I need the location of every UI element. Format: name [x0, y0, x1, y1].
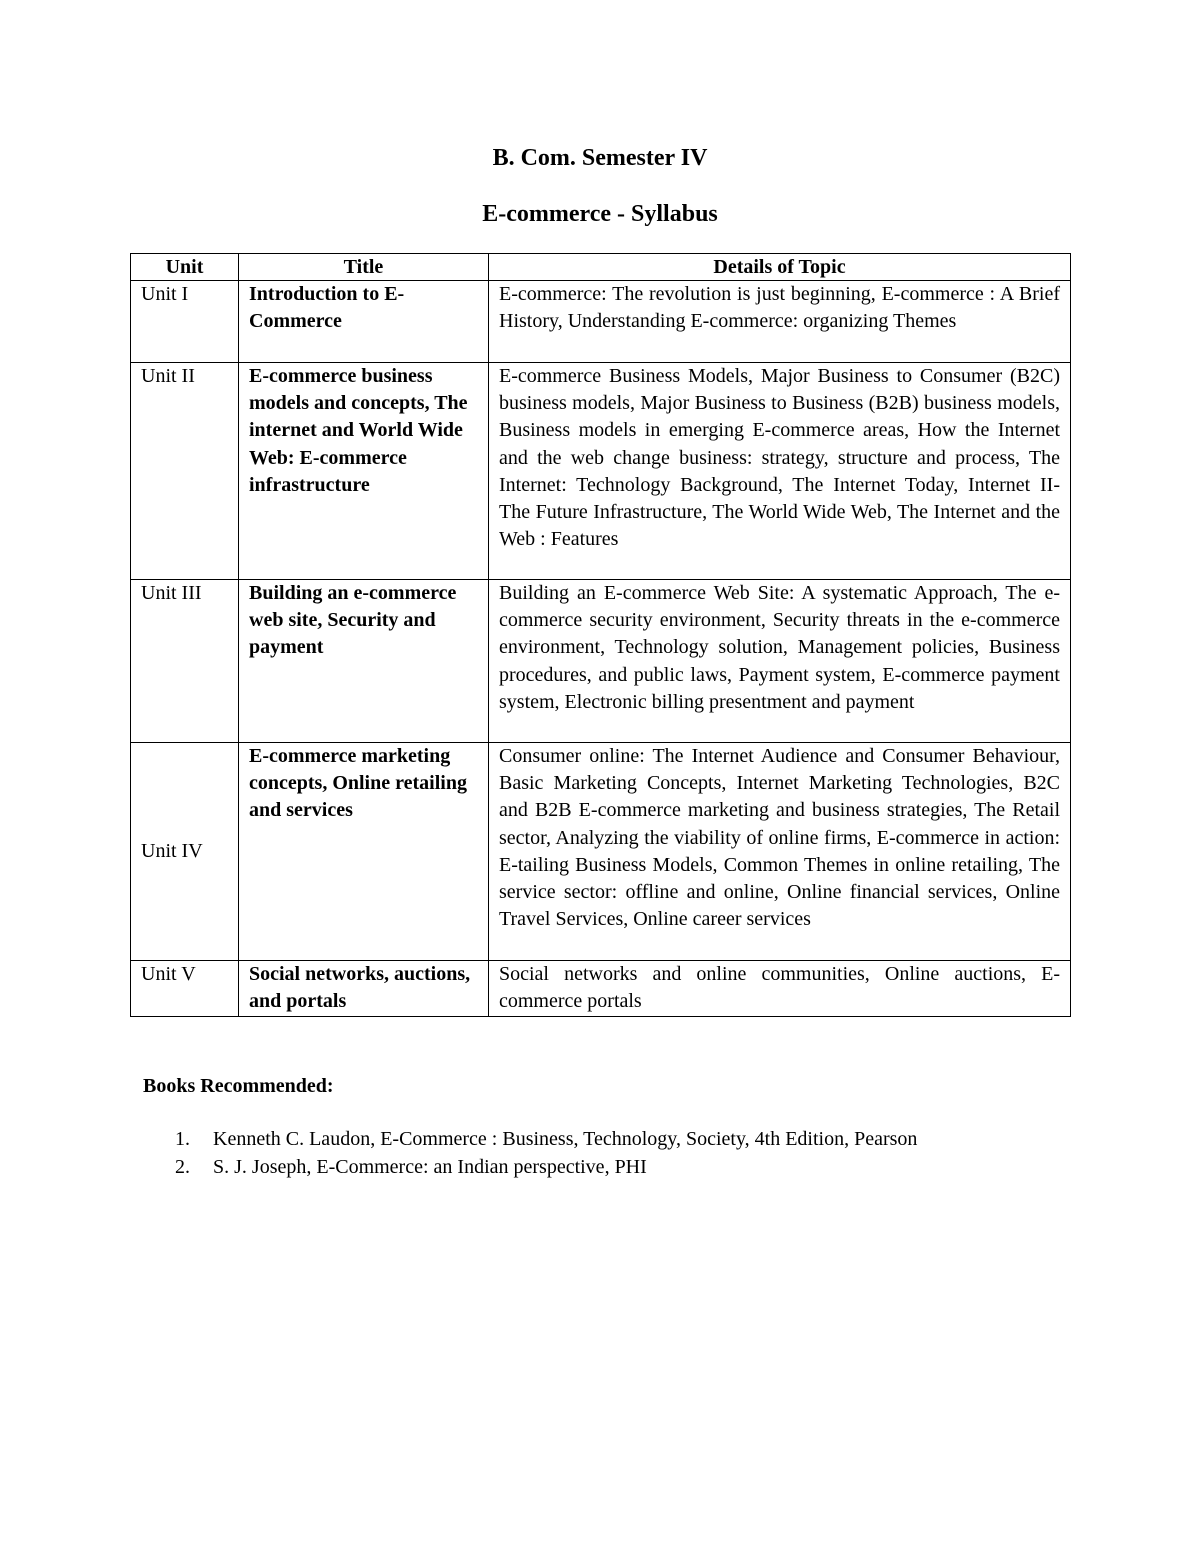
- unit-cell: Unit IV: [131, 743, 239, 961]
- list-item: [143, 1153, 917, 1181]
- table-row: [131, 281, 1071, 363]
- column-header-details: Details of Topic: [489, 254, 1071, 281]
- column-header-title: Title: [239, 254, 489, 281]
- column-header-unit: Unit: [131, 254, 239, 281]
- unit-title-cell: E-commerce marketing concepts, Online retailing and services: [239, 743, 489, 961]
- list-item-text: S. J. Joseph, E-Commerce: an Indian perspective, PHI: [213, 1156, 647, 1178]
- unit-details-cell: E-commerce: The revolution is just beginning, E-commerce : A Brief History, Understanding E-commerce: organizing Themes: [489, 281, 1071, 363]
- list-item-number: 2.: [175, 1156, 190, 1178]
- table-row: [131, 580, 1071, 743]
- unit-details-cell: Consumer online: The Internet Audience and Consumer Behaviour, Basic Marketing Concepts, Internet Marketing Technologies, B2C and B2B E-commerce marketing and business strategies, The Retail sector, Analyzing the viability of online firms, E-commerce in action: E-tailing Business Models, Common Themes in online retailing, The service sector: offline and online, Online financial services, Online Travel Services, Online career services: [489, 743, 1071, 961]
- unit-cell: Unit V: [131, 961, 239, 1017]
- list-item: [143, 1125, 917, 1153]
- table-row: [131, 961, 1071, 1017]
- unit-title-cell: Building an e-commerce web site, Security and payment: [239, 580, 489, 743]
- syllabus-table: [130, 253, 1071, 1017]
- books-list: [143, 1125, 917, 1181]
- unit-details-cell: Social networks and online communities, Online auctions, E-commerce portals: [489, 961, 1071, 1017]
- unit-title-cell: Social networks, auctions, and portals: [239, 961, 489, 1017]
- unit-cell: Unit I: [131, 281, 239, 363]
- page-title: B. Com. Semester IV: [492, 145, 708, 171]
- table-row: [131, 743, 1071, 961]
- list-item-number: 1.: [175, 1128, 190, 1150]
- unit-title-cell: Introduction to E-Commerce: [239, 281, 489, 363]
- page-subtitle: E-commerce - Syllabus: [482, 201, 718, 227]
- table-row: [131, 363, 1071, 580]
- unit-details-cell: E-commerce Business Models, Major Business to Consumer (B2C) business models, Major Business to Business (B2B) business models, Business models in emerging E-commerce areas, How the Internet and the web change business: strategy, structure and process, The Internet: Technology Background, The Internet Today, Internet II- The Future Infrastructure, The World Wide Web, The Internet and the Web : Features: [489, 363, 1071, 580]
- unit-cell: Unit III: [131, 580, 239, 743]
- list-item-text: Kenneth C. Laudon, E-Commerce : Business, Technology, Society, 4th Edition, Pearson: [213, 1128, 918, 1150]
- unit-cell: Unit II: [131, 363, 239, 580]
- unit-title-cell: E-commerce business models and concepts, The internet and World Wide Web: E-commerce infrastructure: [239, 363, 489, 580]
- books-heading: Books Recommended:: [143, 1075, 334, 1097]
- table-header-row: [131, 254, 1071, 281]
- unit-details-cell: Building an E-commerce Web Site: A systematic Approach, The e-commerce security environment, Security threats in the e-commerce environment, Technology solution, Management policies, Business procedures, and public laws, Payment system, E-commerce payment system, Electronic billing presentment and payment: [489, 580, 1071, 743]
